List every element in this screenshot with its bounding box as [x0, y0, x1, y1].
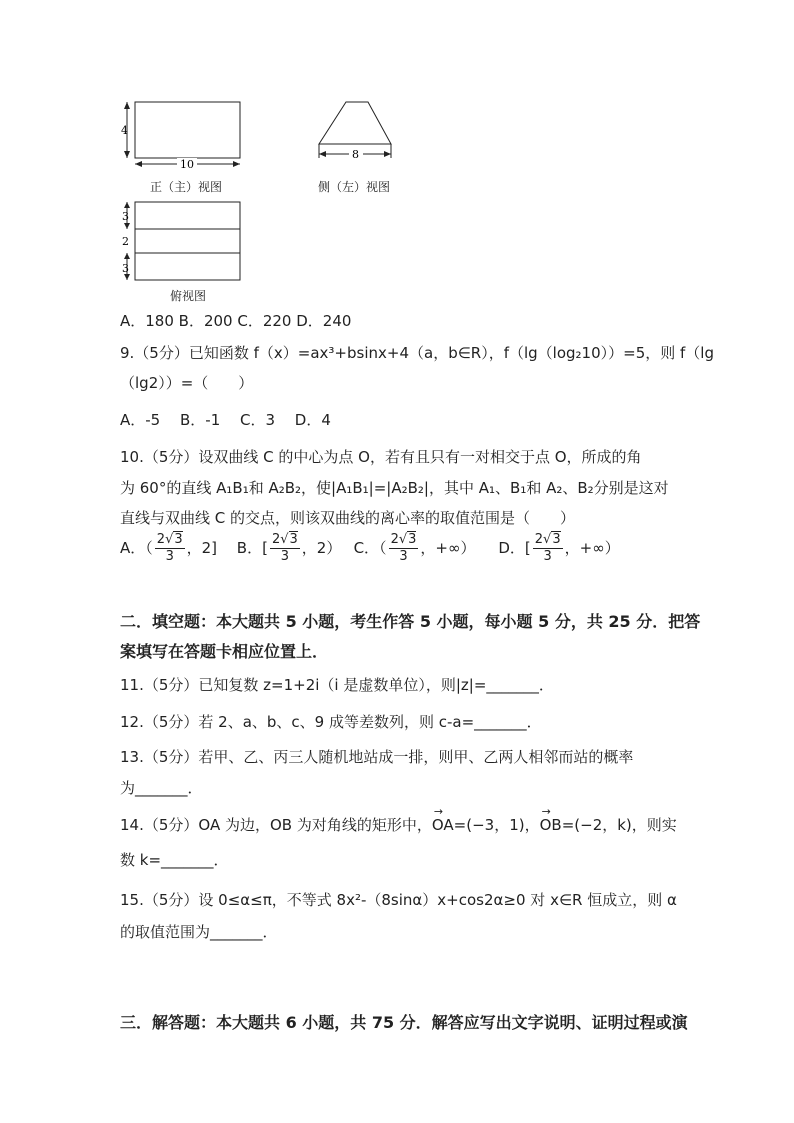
frac-c: $\frac{2√3}{3}$ — [390, 532, 417, 564]
q10-line3: 直线与双曲线 C 的交点，则该双曲线的离心率的取值范围是（ ） — [120, 509, 576, 527]
q10-line2: 为 60°的直线 A₁B₁和 A₂B₂，使|A₁B₁|=|A₂B₂|，其中 A₁、B₁和 A₂、B₂分别是这对 — [120, 479, 669, 497]
q14-line2: 数 k=_______． — [120, 851, 229, 869]
section2-heading-line2: 案填写在答题卡相应位置上． — [120, 642, 329, 661]
front-height-label: 4 — [121, 124, 128, 137]
q13-line2: 为_______． — [120, 779, 203, 797]
q9-line1: 9.（5分）已知函数 f（x）=ax³+bsinx+4（a，b∈R），f（lg（log₂10））=5，则 f（lg — [120, 344, 714, 362]
front-view-figure — [115, 96, 250, 171]
q10-option-d: D．[ $\frac{2√3}{3}$ ，+∞） — [498, 532, 620, 564]
q11: 11.（5分）已知复数 z=1+2i（i 是虚数单位），则|z|=_______． — [120, 676, 554, 694]
q15-line1: 15.（5分）设 0≤α≤π，不等式 8x²-（8sinα）x+cos2α≥0 对 x∈R 恒成立，则 α — [120, 891, 677, 909]
q9-options: A．-5 B．-1 C．3 D．4 — [120, 411, 331, 429]
q10-option-c: C．（ $\frac{2√3}{3}$ ，+∞） — [353, 532, 476, 564]
front-view-caption: 正（主）视图 — [150, 180, 223, 194]
q14-line1: 14.（5分）OA 为边，OB 为对角线的矩形中，→ OA=(−3，1)，→ OB=(−2，k)，则实 — [120, 815, 677, 835]
q10-line1: 10.（5分）设双曲线 C 的中心为点 O，若有且只有一对相交于点 O，所成的角 — [120, 448, 642, 466]
q10-options — [120, 532, 620, 565]
frac-a: $\frac{2√3}{3}$ — [156, 532, 183, 564]
vector-ob: → OB — [540, 815, 562, 835]
q15-line2: 的取值范围为_______． — [120, 923, 278, 941]
q13-line1: 13.（5分）若甲、乙、丙三人随机地站成一排，则甲、乙两人相邻而站的概率 — [120, 748, 634, 766]
q12: 12.（5分）若 2、a、b、c、9 成等差数列，则 c-a=_______． — [120, 713, 542, 731]
side-view-figure — [312, 96, 402, 171]
side-view-caption: 侧（左）视图 — [318, 180, 391, 194]
top-label-2: 2 — [122, 235, 129, 248]
section2-heading-line1: 二．填空题：本大题共 5 小题，考生作答 5 小题，每小题 5 分，共 25 分．把答 — [120, 612, 701, 631]
frac-b: $\frac{2√3}{3}$ — [271, 532, 298, 564]
q10-option-b: B．[ $\frac{2√3}{3}$ ，2） — [236, 532, 342, 564]
front-view-rect — [135, 102, 240, 158]
vector-oa: → OA — [432, 815, 454, 835]
top-label-1: 3 — [122, 210, 129, 223]
side-width-label: 8 — [352, 148, 359, 161]
front-width-label: 10 — [180, 158, 194, 171]
side-view-trapezoid — [319, 102, 391, 144]
top-view-rect — [135, 202, 240, 280]
top-view-caption: 俯视图 — [170, 289, 207, 303]
q8-options: A．180 B．200 C．220 D．240 — [120, 312, 352, 330]
q10-option-a: A．（ $\frac{2√3}{3}$ ，2] — [120, 532, 218, 564]
top-view-figure — [115, 198, 245, 284]
section3-heading: 三．解答题：本大题共 6 小题，共 75 分．解答应写出文字说明、证明过程或演 — [120, 1013, 688, 1032]
frac-d: $\frac{2√3}{3}$ — [534, 532, 561, 564]
q9-line2: （lg2））=（ ） — [120, 374, 254, 392]
top-label-3: 3 — [122, 262, 129, 275]
